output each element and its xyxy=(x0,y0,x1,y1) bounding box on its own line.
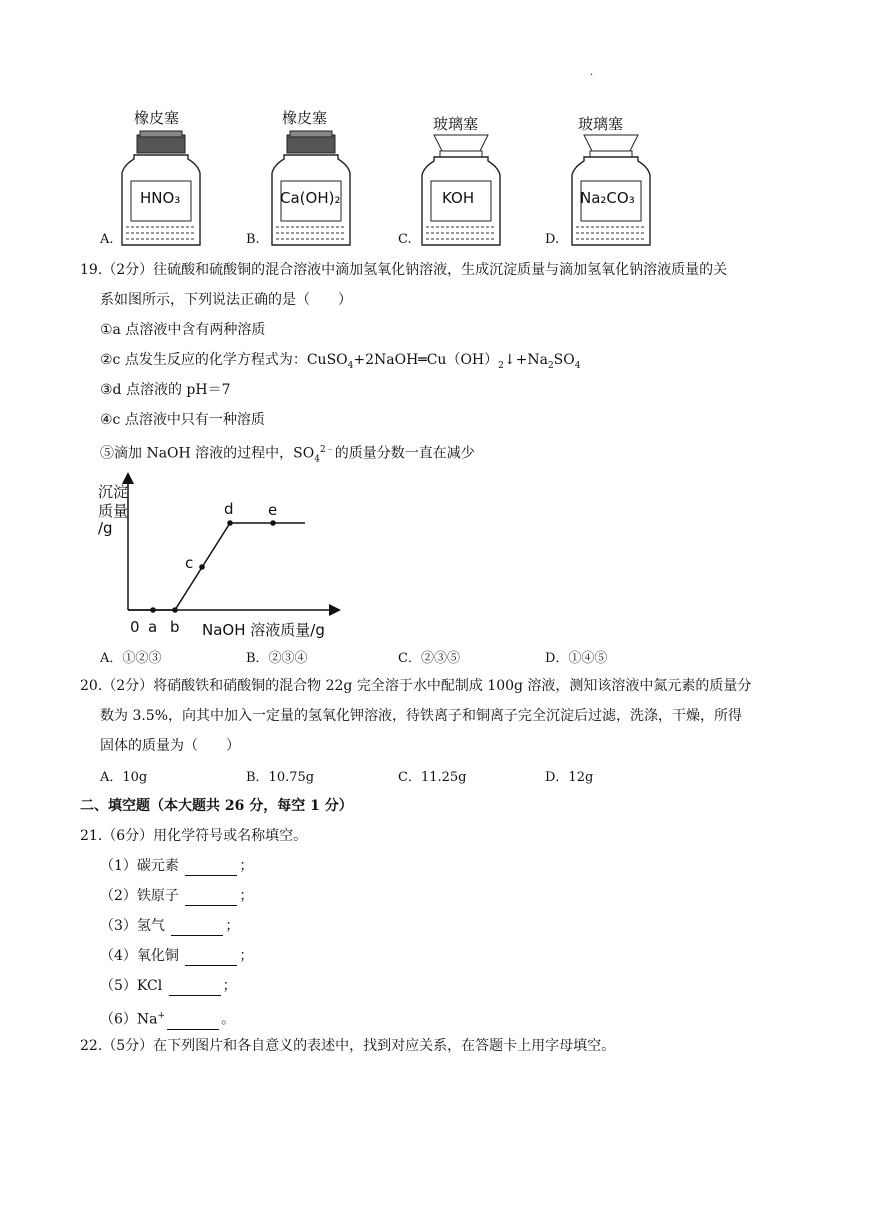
q19-statement-3: ③d 点溶液的 pH＝7 xyxy=(100,382,231,398)
answer-blank[interactable] xyxy=(185,951,237,966)
q19-statement-2 xyxy=(100,350,580,376)
answer-blank[interactable] xyxy=(185,891,237,906)
q19-statement-4: ④c 点溶液中只有一种溶质 xyxy=(100,412,265,428)
section-2-heading: 二、填空题（本大题共 26 分，每空 1 分） xyxy=(80,798,353,814)
stopper-label-d: 玻璃塞 xyxy=(578,115,624,133)
q20-stem-line2: 数为 3.5%，向其中加入一定量的氢氧化钾溶液，待铁离子和铜离子完全沉淀后过滤，洗涤，干燥，所得 xyxy=(100,708,743,724)
point-e xyxy=(270,520,276,526)
q21-item-1-label: （1）碳元素 xyxy=(100,858,179,874)
answer-blank[interactable] xyxy=(167,1015,219,1030)
graph-origin: 0 xyxy=(130,618,140,636)
s5-charge: 2﹣ xyxy=(320,445,335,455)
q19-option-d[interactable]: D．①④⑤ xyxy=(545,651,608,666)
chem-label-c: KOH xyxy=(442,189,475,207)
q21-item-2-end: ； xyxy=(239,888,254,904)
q19-stem-line2: 系如图所示，下列说法正确的是（ ） xyxy=(100,292,352,308)
answer-blank[interactable] xyxy=(171,921,223,936)
option-d[interactable]: D. xyxy=(545,232,560,247)
q19-option-a[interactable]: A．①②③ xyxy=(100,651,162,666)
q21-item-5-label: （5）KCl xyxy=(100,978,163,994)
point-b xyxy=(172,607,178,613)
s5-part1: ⑤滴加 NaOH 溶液的过程中，SO xyxy=(100,445,315,462)
q20-option-d[interactable]: D．12g xyxy=(545,770,594,785)
na-charge: + xyxy=(157,1011,166,1021)
q21-item-5 xyxy=(100,976,237,996)
q20-stem-line1: 20.（2分）将硝酸铁和硝酸铜的混合物 22g 完全溶于水中配制成 100g 溶液，测知该溶液中氮元素的质量分 xyxy=(80,678,752,694)
eq-sub: 2 xyxy=(498,360,504,371)
q20-option-a[interactable]: A．10g xyxy=(100,770,148,785)
stray-dot: · xyxy=(590,70,594,81)
point-a xyxy=(150,607,156,613)
s5-sub: 4 xyxy=(314,454,320,465)
graph-label-b: b xyxy=(170,618,180,636)
stopper-label-c: 玻璃塞 xyxy=(433,115,479,133)
option-a[interactable]: A. xyxy=(100,232,114,247)
q21-item-1-end: ； xyxy=(239,858,254,874)
answer-blank[interactable] xyxy=(185,861,237,876)
s5-part2: 的质量分数一直在减少 xyxy=(334,445,475,462)
graph-label-c: c xyxy=(185,554,194,572)
q19-option-b[interactable]: B．②③④ xyxy=(246,651,308,666)
q21-item-3-end: ； xyxy=(225,918,240,934)
q21-item-6-end: 。 xyxy=(221,1011,236,1028)
q21-item-2 xyxy=(100,886,253,906)
q21-item-4-end: ； xyxy=(239,948,254,964)
graph-xlabel: NaOH 溶液质量/g xyxy=(202,621,325,639)
q21-item-5-end: ； xyxy=(222,978,237,994)
eq-part1: ②c 点发生反应的化学方程式为：CuSO xyxy=(100,352,348,368)
q19-stem-line1: 19.（2分）往硫酸和硫酸铜的混合溶液中滴加氢氧化钠溶液，生成沉淀质量与滴加氢氧化钠溶液质量的关 xyxy=(80,262,728,278)
point-d xyxy=(227,520,233,526)
q21-item-3 xyxy=(100,916,239,936)
eq-sub: 4 xyxy=(347,360,354,371)
eq-sub: 4 xyxy=(574,360,581,371)
stopper-label-b: 橡皮塞 xyxy=(282,109,328,127)
graph-ylabel-3: /g xyxy=(98,519,113,537)
eq-part2: +2NaOH═Cu（OH） xyxy=(353,352,499,368)
option-b[interactable]: B. xyxy=(246,232,260,247)
eq-part4: SO xyxy=(553,352,575,368)
graph-line xyxy=(128,523,305,610)
q21-item-3-label: （3）氢气 xyxy=(100,918,165,934)
q19-option-c[interactable]: C．②③⑤ xyxy=(398,651,460,666)
chem-label-b: Ca(OH)₂ xyxy=(280,189,341,207)
q21-item-6-label: （6）Na xyxy=(100,1011,158,1028)
q19-statement-1: ①a 点溶液中含有两种溶质 xyxy=(100,322,266,338)
q21-item-1 xyxy=(100,856,253,876)
q20-option-b[interactable]: B．10.75g xyxy=(246,770,315,785)
q21-item-2-label: （2）铁原子 xyxy=(100,888,179,904)
bottle-a xyxy=(122,131,200,245)
option-c[interactable]: C. xyxy=(398,232,412,247)
q21-item-6 xyxy=(100,1006,235,1030)
graph-label-e: e xyxy=(268,501,278,519)
stopper-label-a: 橡皮塞 xyxy=(134,109,180,127)
graph-ylabel-1: 沉淀 xyxy=(98,483,129,501)
point-c xyxy=(199,564,205,570)
eq-part3: ↓+Na xyxy=(503,352,548,368)
q20-option-c[interactable]: C．11.25g xyxy=(398,770,467,785)
q21-item-4-label: （4）氧化铜 xyxy=(100,948,179,964)
bottle-b xyxy=(272,131,350,245)
graph-ylabel-2: 质量 xyxy=(98,502,129,520)
chem-label-d: Na₂CO₃ xyxy=(580,189,635,207)
q19-statement-5 xyxy=(100,440,475,469)
q22-stem: 22.（5分）在下列图片和各自意义的表述中，找到对应关系，在答题卡上用字母填空。 xyxy=(80,1038,616,1054)
q20-stem-line3: 固体的质量为（ ） xyxy=(100,738,240,754)
graph-label-a: a xyxy=(148,618,158,636)
graph-label-d: d xyxy=(224,500,234,518)
q21-item-4 xyxy=(100,946,253,966)
eq-sub: 2 xyxy=(547,360,554,371)
q21-stem: 21.（6分）用化学符号或名称填空。 xyxy=(80,828,308,844)
answer-blank[interactable] xyxy=(169,981,221,996)
chem-label-a: HNO₃ xyxy=(140,189,181,207)
